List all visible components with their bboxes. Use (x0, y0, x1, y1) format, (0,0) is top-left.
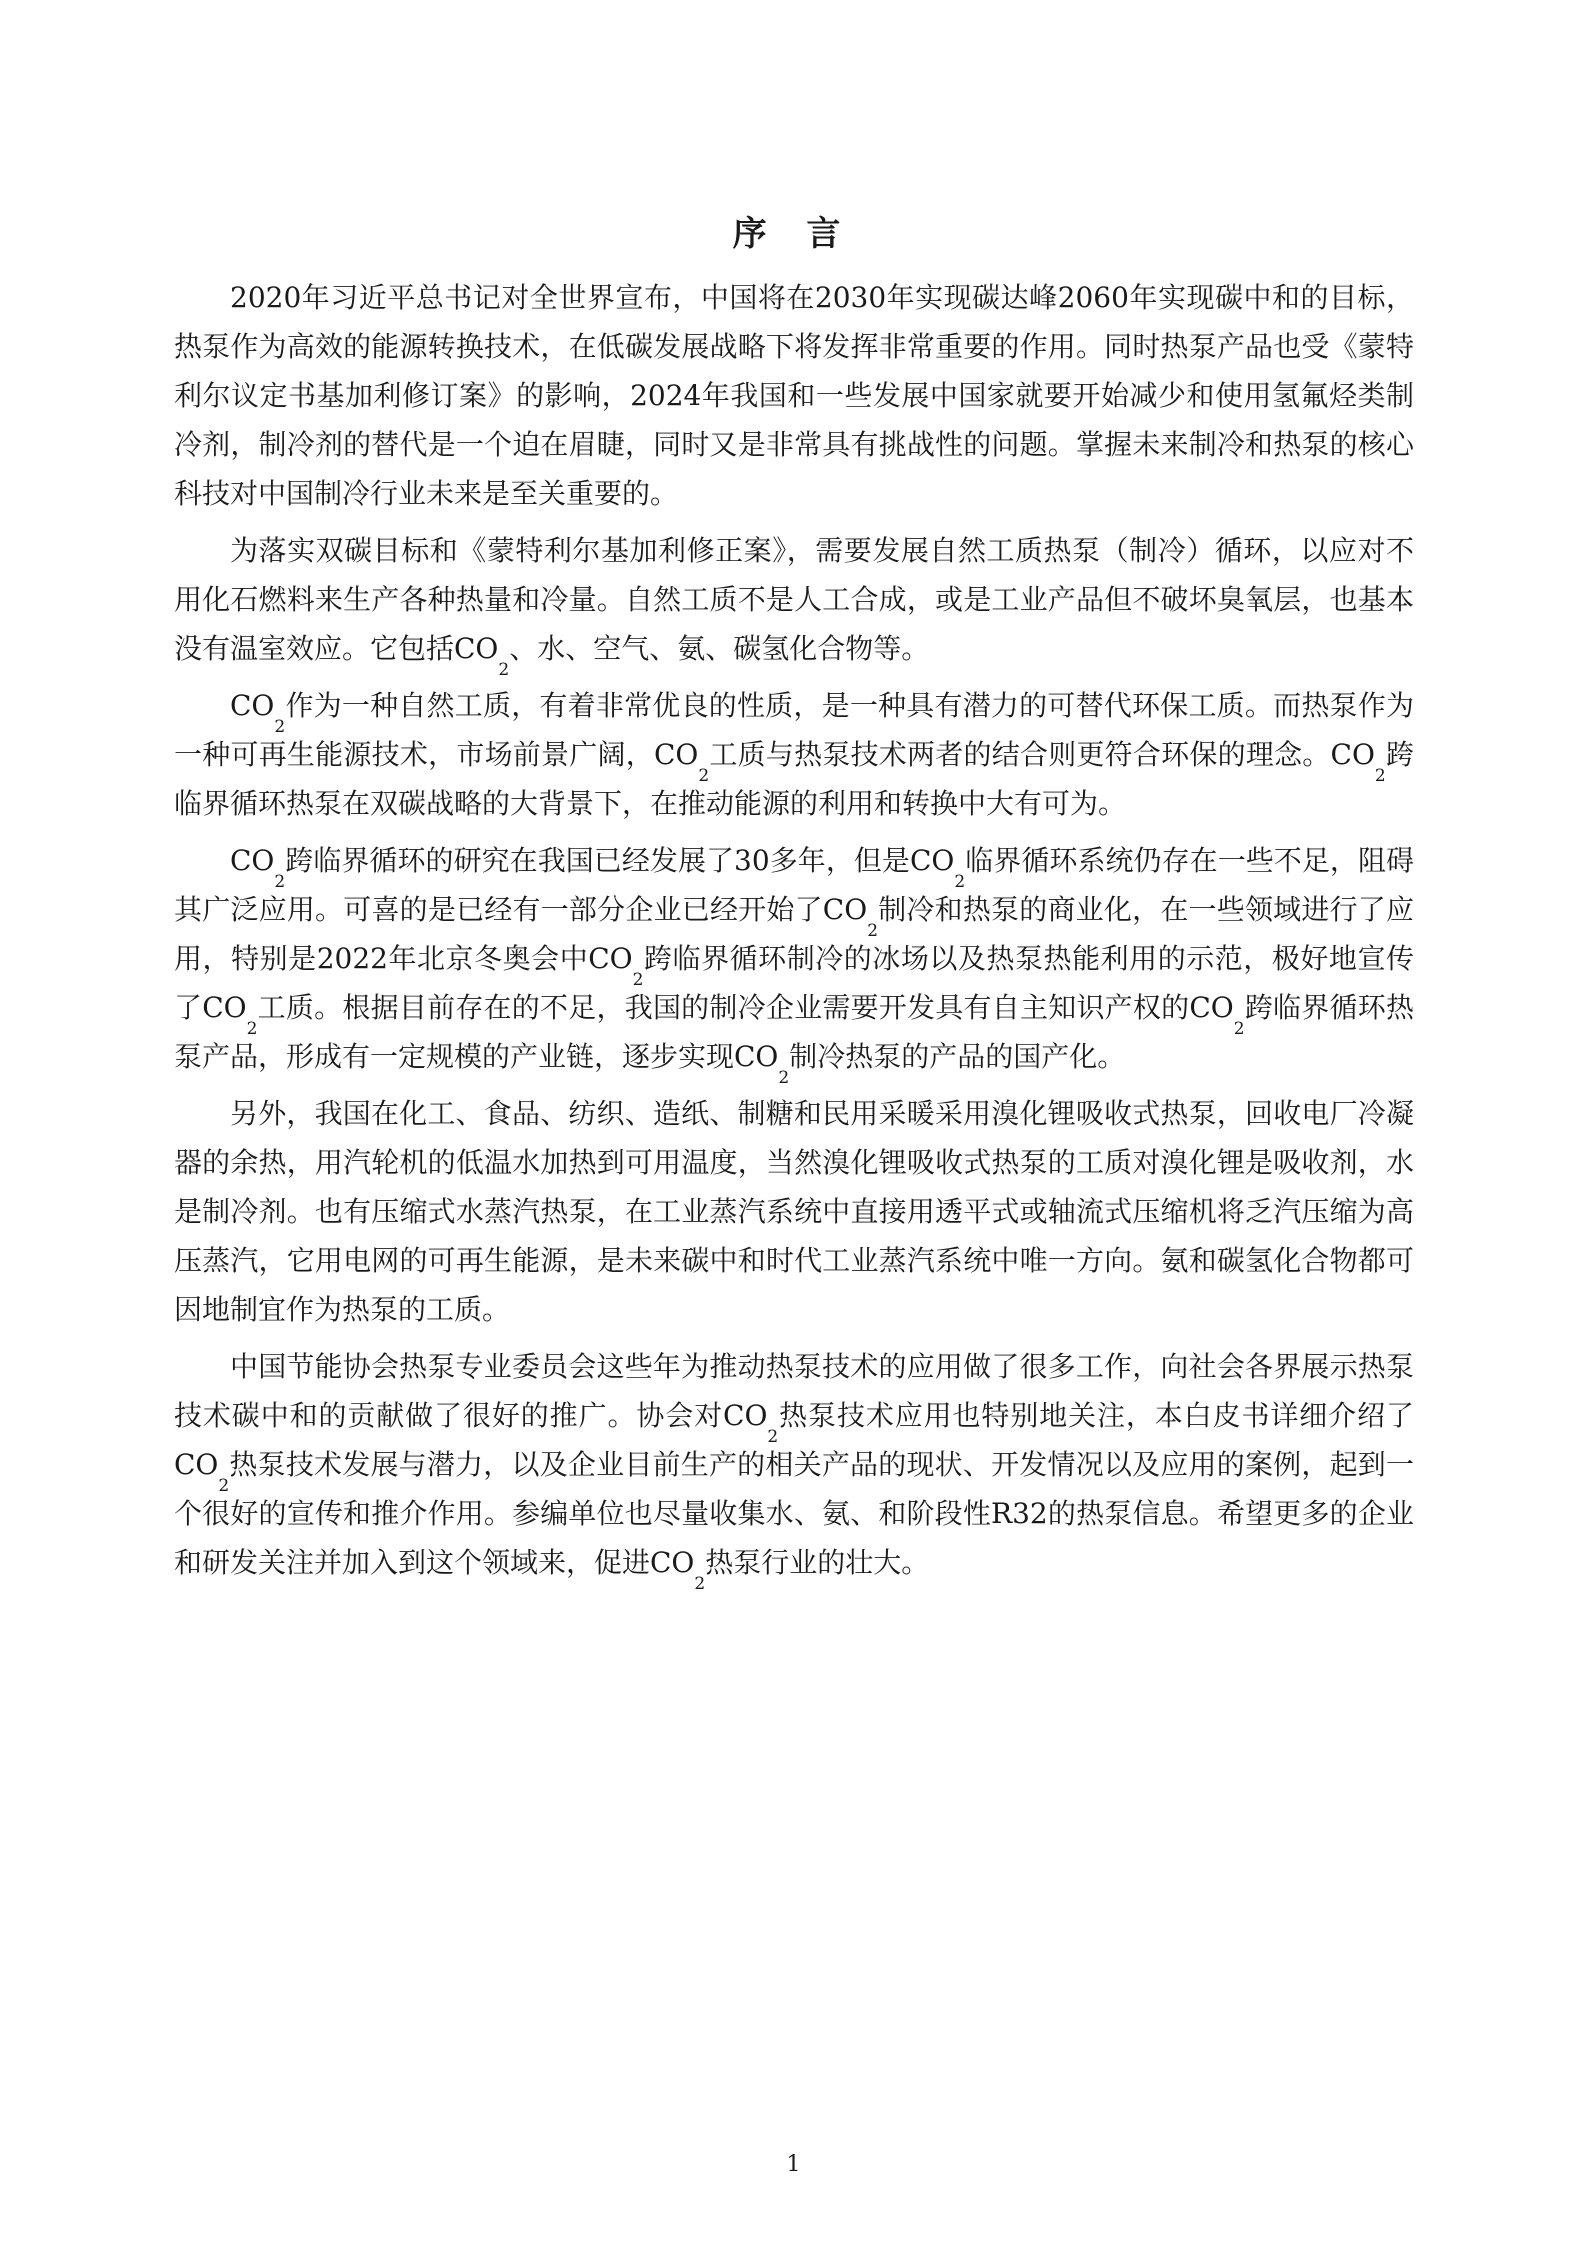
page-title: 序 言 (732, 214, 855, 254)
text-run: 工质与热泵技术两者的结合则更符合环保的理念。CO (709, 738, 1375, 771)
subscript: 2 (698, 765, 710, 786)
body-text (174, 273, 1414, 1595)
subscript: 2 (498, 659, 510, 680)
text-run: 中国节能协会热泵专业委员会这些年为推动热泵技术的应用做了很多工作，向社会各界展示热泵技术碳中和的贡献做了很好的推广。协会对CO (174, 1350, 1414, 1432)
subscript: 2 (694, 1573, 706, 1594)
text-run: CO (230, 689, 275, 722)
subscript: 2 (246, 1018, 258, 1039)
page-number: 1 (786, 2152, 801, 2177)
text-run: 热泵技术应用也特别地关注，本白皮书详细介绍了CO (174, 1399, 1414, 1481)
subscript: 2 (1233, 1018, 1245, 1039)
subscript: 2 (274, 716, 286, 737)
paragraph-6 (174, 1342, 1414, 1594)
text-run: 制冷和热泵的商业化，在一些领域进行了应用，特别是2022年北京冬奥会中CO (174, 893, 1414, 975)
text-run: 制冷热泵的产品的国产化。 (789, 1040, 1126, 1073)
text-run: 2020年习近平总书记对全世界宣布，中国将在2030年实现碳达峰2060年实现碳中和的目标，热泵作为高效的能源转换技术，在低碳发展战略下将发挥非常重要的作用。同时热泵产品也受《蒙特利尔议定书基加利修订案》的影响，2024年我国和一些发展中国家就要开始减少和使用氢氟烃类制冷剂，制冷剂的替代是一个迫在眉睫，同时又是非常具有挑战性的问题。掌握未来制冷和热泵的核心科技对中国制冷行业未来是至关重要的。 (174, 281, 1414, 510)
subscript: 2 (1374, 765, 1386, 786)
subscript: 2 (867, 920, 879, 941)
paragraph-4 (174, 836, 1414, 1088)
paragraph-3 (174, 681, 1414, 828)
text-run: 、水、空气、氨、碳氢化合物等。 (509, 632, 930, 665)
paragraph-1 (174, 273, 1414, 518)
paragraph-5 (174, 1089, 1414, 1334)
text-run: 另外，我国在化工、食品、纺织、造纸、制糖和民用采暖采用溴化锂吸收式热泵，回收电厂冷凝器的余热，用汽轮机的低温水加热到可用温度，当然溴化锂吸收式热泵的工质对溴化锂是吸收剂，水是制冷剂。也有压缩式水蒸汽热泵，在工业蒸汽系统中直接用透平式或轴流式压缩机将乏汽压缩为高压蒸汽，它用电网的可再生能源，是未来碳中和时代工业蒸汽系统中唯一方向。氨和碳氢化合物都可因地制宜作为热泵的工质。 (174, 1097, 1414, 1326)
subscript: 2 (767, 1426, 779, 1447)
subscript: 2 (632, 969, 644, 990)
text-run: 热泵行业的壮大。 (705, 1546, 930, 1579)
subscript: 2 (274, 871, 286, 892)
text-run: 作为一种自然工质，有着非常优良的性质，是一种具有潜力的可替代环保工质。而热泵作为一种可再生能源技术，市场前景广阔，CO (174, 689, 1414, 771)
subscript: 2 (218, 1475, 230, 1496)
subscript: 2 (954, 871, 966, 892)
text-run: 跨临界循环的研究在我国已经发展了30多年，但是CO (285, 844, 955, 877)
text-run: 跨临界循环制冷的冰场以及热泵热能利用的示范，极好地宣传了CO (174, 942, 1414, 1024)
text-run: 跨临界循环热泵在双碳战略的大背景下，在推动能源的利用和转换中大有可为。 (174, 738, 1414, 820)
text-run: 热泵技术发展与潜力，以及企业目前生产的相关产品的现状、开发情况以及应用的案例，起到一个很好的宣传和推介作用。参编单位也尽量收集水、氨、和阶段性R32的热泵信息。希望更多的企业和研发关注并加入到这个领域来，促进CO (174, 1448, 1414, 1579)
subscript: 2 (778, 1067, 790, 1088)
text-run: 工质。根据目前存在的不足，我国的制冷企业需要开发具有自主知识产权的CO (257, 991, 1234, 1024)
text-run: 跨临界循环热泵产品，形成有一定规模的产业链，逐步实现CO (174, 991, 1414, 1073)
text-run: CO (230, 844, 275, 877)
paragraph-2 (174, 526, 1414, 680)
text-run: 临界循环系统仍存在一些不足，阻碍其广泛应用。可喜的是已经有一部分企业已经开始了CO (174, 844, 1414, 926)
text-run: 为落实双碳目标和《蒙特利尔基加利修正案》，需要发展自然工质热泵（制冷）循环，以应对不用化石燃料来生产各种热量和冷量。自然工质不是人工合成，或是工业产品但不破坏臭氧层，也基本没有温室效应。它包括CO (174, 534, 1414, 665)
